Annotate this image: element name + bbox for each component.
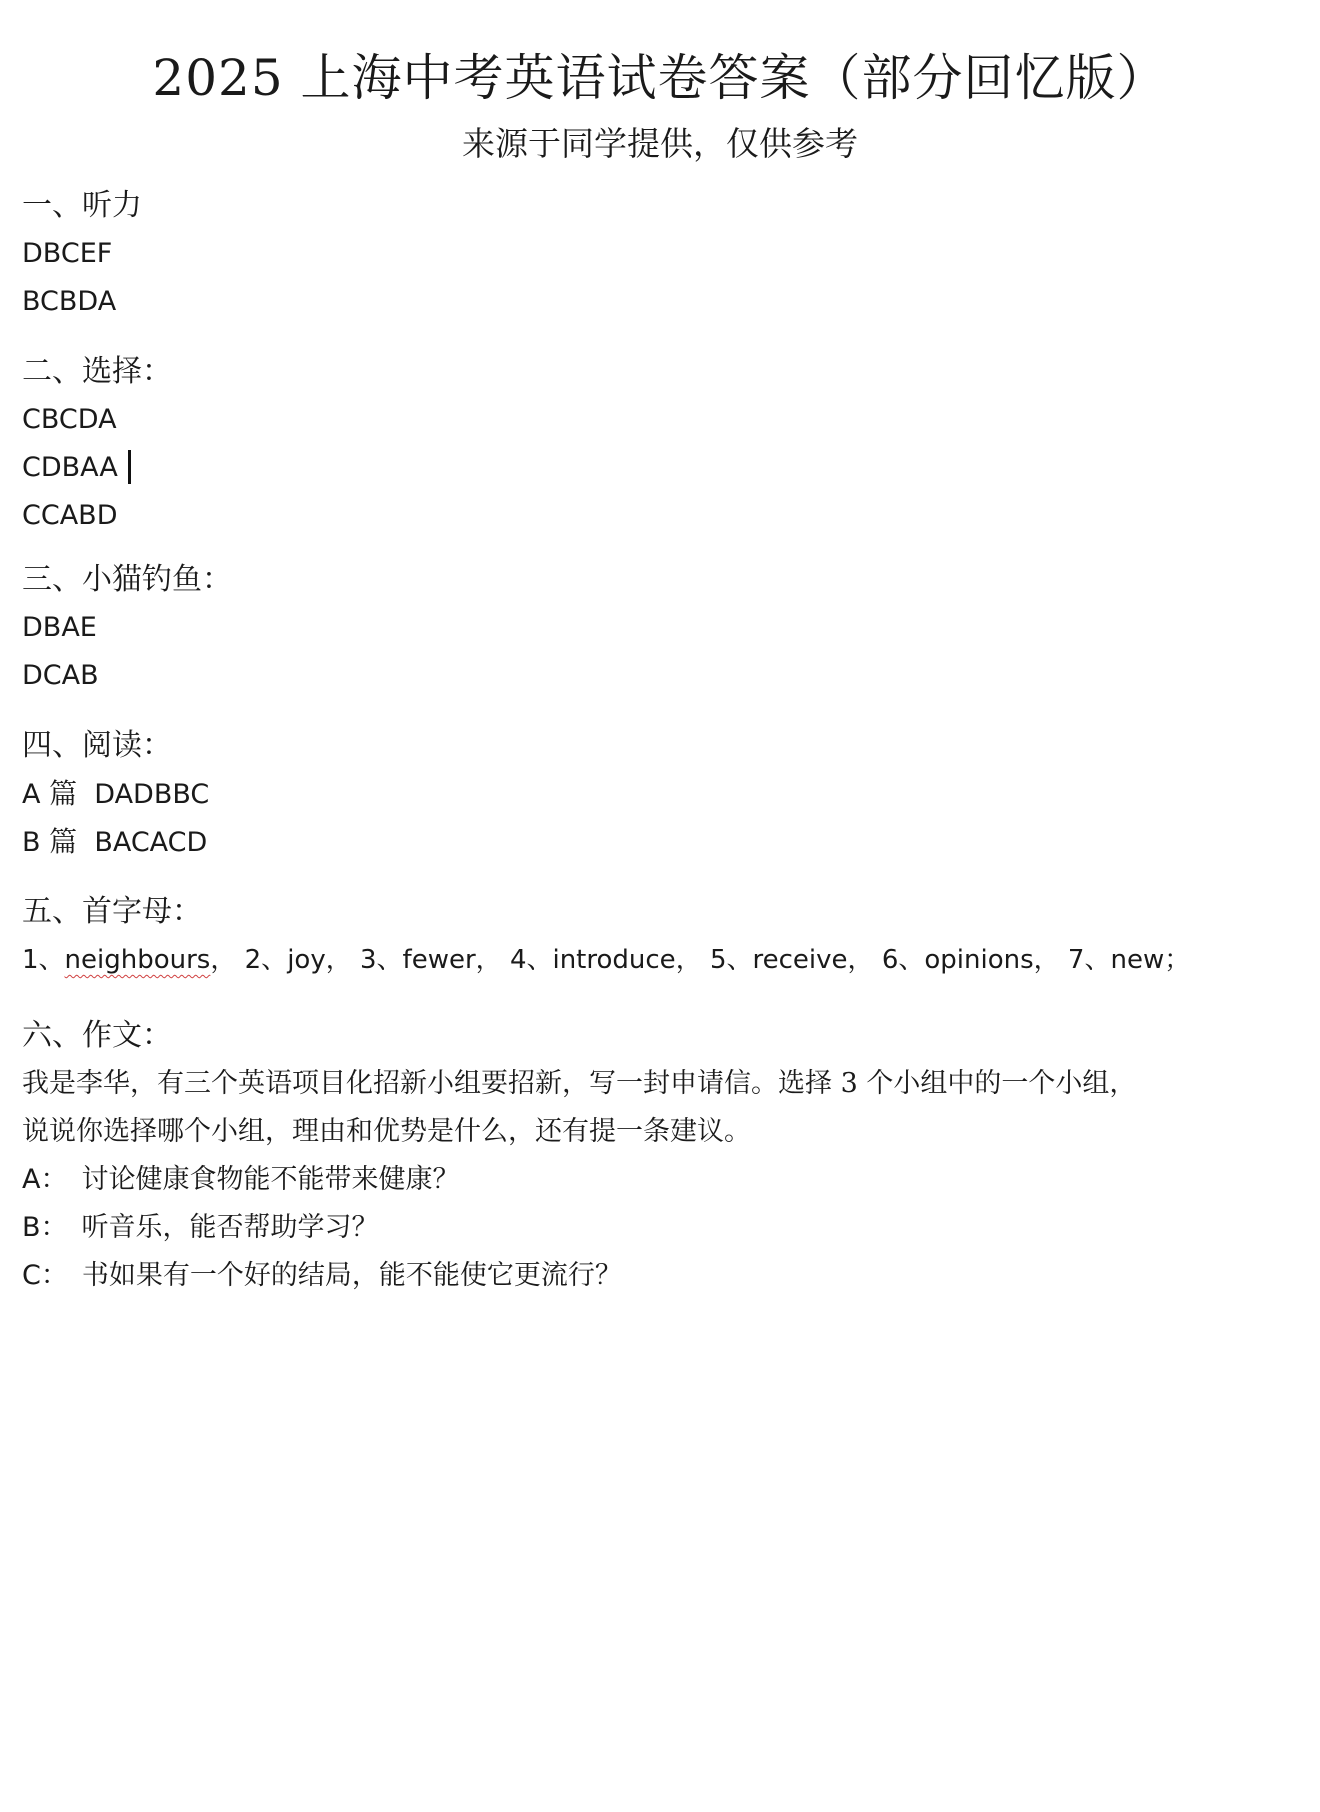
word-item bbox=[22, 945, 236, 975]
word-separator: ； bbox=[1164, 945, 1191, 975]
word-answer: joy bbox=[287, 945, 326, 975]
passage-label: 篇 bbox=[49, 777, 78, 810]
essay-prompt-line: 说说你选择哪个小组，理由和优势是什么，还有提一条建议。 bbox=[22, 1116, 751, 1147]
reading-passage-b bbox=[22, 818, 209, 866]
section-heading: 五、首字母： bbox=[22, 894, 202, 929]
word-list bbox=[22, 936, 1190, 984]
answer-line: CCABD bbox=[22, 500, 118, 531]
word-number: 3、 bbox=[360, 945, 403, 975]
essay-prompt-line: 我是李华，有三个英语项目化招新小组要招新，写一封申请信。选择 3 个小组中的一个小组， bbox=[22, 1068, 1137, 1099]
word-answer: fewer bbox=[402, 945, 476, 975]
word-separator: ， bbox=[1033, 945, 1060, 975]
word-number: 2、 bbox=[244, 945, 288, 975]
passage-prefix: A bbox=[22, 779, 41, 810]
word-separator: ， bbox=[847, 945, 874, 975]
word-separator: ， bbox=[675, 945, 702, 975]
section-first-letters bbox=[22, 888, 1190, 984]
word-separator: ， bbox=[325, 945, 352, 975]
answer-line-text: CDBAA bbox=[22, 452, 118, 483]
passage-answers: BACACD bbox=[94, 827, 208, 858]
section-composition bbox=[22, 1012, 1136, 1300]
page-title: 2025 上海中考英语试卷答案（部分回忆版） bbox=[152, 49, 1168, 107]
section-listening bbox=[22, 182, 142, 326]
passage-answers: DADBBC bbox=[94, 779, 210, 810]
word-item bbox=[882, 945, 1060, 975]
option-text: 讨论健康食物能不能带来健康？ bbox=[81, 1164, 460, 1195]
passage-label: 篇 bbox=[49, 825, 78, 858]
section-heading: 一、听力 bbox=[22, 188, 142, 223]
word-separator: ， bbox=[475, 945, 502, 975]
answer-line: DCAB bbox=[22, 660, 99, 691]
answer-line: DBAE bbox=[22, 612, 97, 643]
section-reading bbox=[22, 722, 209, 866]
word-item bbox=[1068, 945, 1190, 975]
word-answer: introduce bbox=[552, 945, 676, 975]
option-label: A： bbox=[22, 1164, 68, 1195]
section-heading: 四、阅读： bbox=[22, 728, 172, 763]
answer-line: CBCDA bbox=[22, 404, 117, 435]
section-multiple-choice bbox=[22, 348, 172, 540]
word-answer: receive bbox=[752, 945, 848, 975]
word-number: 7、 bbox=[1067, 945, 1111, 975]
option-label: C： bbox=[22, 1260, 68, 1291]
word-item bbox=[245, 945, 352, 975]
reading-passage-a bbox=[22, 770, 209, 818]
word-number: 4、 bbox=[509, 945, 553, 975]
word-answer: neighbours bbox=[64, 945, 211, 975]
section-heading: 六、作文： bbox=[22, 1018, 172, 1053]
passage-prefix: B bbox=[22, 827, 41, 858]
word-item bbox=[510, 945, 702, 975]
word-number: 6、 bbox=[881, 945, 925, 975]
word-answer: opinions bbox=[924, 945, 1034, 975]
page-subtitle: 来源于同学提供，仅供参考 bbox=[462, 124, 858, 163]
essay-option-c bbox=[22, 1252, 1136, 1300]
option-label: B： bbox=[22, 1212, 68, 1243]
option-text: 书如果有一个好的结局，能不能使它更流行？ bbox=[81, 1260, 622, 1291]
section-heading: 二、选择： bbox=[22, 354, 172, 389]
word-number: 1、 bbox=[22, 945, 65, 975]
option-text: 听音乐，能否帮助学习？ bbox=[81, 1212, 379, 1243]
word-item bbox=[360, 945, 502, 975]
section-kitten-fishing bbox=[22, 556, 232, 700]
word-number: 5、 bbox=[709, 945, 753, 975]
word-answer: new bbox=[1110, 945, 1165, 975]
essay-option-b bbox=[22, 1204, 1136, 1252]
section-heading: 三、小猫钓鱼： bbox=[22, 562, 232, 597]
answer-line: DBCEF bbox=[22, 238, 113, 269]
answer-line bbox=[22, 444, 172, 492]
word-item bbox=[710, 945, 874, 975]
answer-line: BCBDA bbox=[22, 286, 117, 317]
text-cursor bbox=[128, 450, 131, 484]
essay-option-a bbox=[22, 1156, 1136, 1204]
word-separator: ， bbox=[210, 945, 237, 975]
